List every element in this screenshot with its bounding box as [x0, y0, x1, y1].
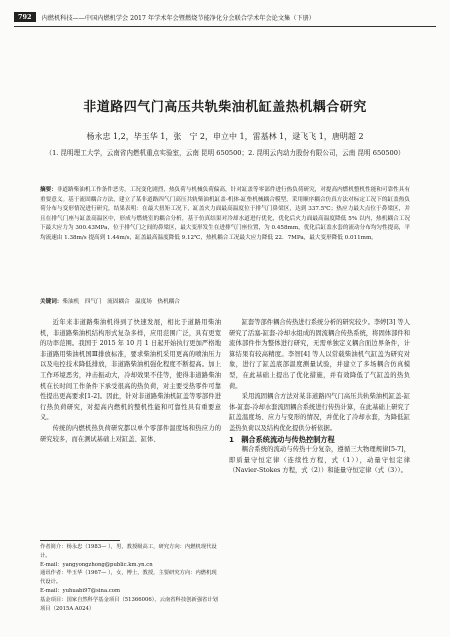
paragraph: 缸套等部件耦合传热进行系统分析的研究较少。李婷[3] 等人研究了活塞-缸套-冷却水组成的固流耦合传热系统，将固体部件和流体部件作为整体进行研究，无需单独定义耦合面边界条件，计算结果有较高精度。李智[4] 等人以常载柴油机气缸盖为研究对象，进行了缸盖底部温度测量试验，并建立了多场耦合仿真模型，在此基础上提出了优化措施，并有效降低了气缸盖的热负荷。 — [229, 319, 410, 390]
footnote-line: E-mail：yuhuabi97@sina.com — [40, 587, 120, 594]
abstract-text: 非道路柴油机工作条件恶劣，工况变化剧烈，热负荷与机械负荷偏高，针对缸盖等零部件进行热负荷研究，对提高内燃机整机性能和可靠性具有重要意义。基于流固耦合方法，建立了某非道路四气门高压共轨柴油机缸盖-机体-缸垫机械耦合模型，采用顺序耦合仿真方法对标定工况下的缸盖热负荷分布与变形情况进行研究，结果表明：在最大扭矩工况下，缸盖火力面最高温度位于排气门鼻梁区，达到 337.5℃；热应力最大点位于鼻梁区，并且在排气门座与缸盖高温区中，形成与燃烧室的耦合分析，基于仿真结果对冷却水道进行优化，优化后火力面最高温度降低 5% 以内，热机耦合工况下最大应力为 300.43MPa，位于排气门之间的鼻梁区，最大变形发生在进排气门座位置，为 0.458mm，优化后缸盖水套的流动分布均匀性提高，平均流速由 1.38m/s 提高到 1.44m/s，缸盖最高温度降低 9.12℃，热机耦合工况最大应力降低 22．7MPa，最大变形降低 0.011mm。 — [40, 187, 410, 241]
body-column-left — [40, 318, 221, 445]
body-column-right — [229, 318, 410, 477]
journal-line: 内燃机科技——中国内燃机学会 2017 年学术年会暨燃烧节能净化分会联合学术年会论文集（下册） — [41, 14, 315, 22]
paragraph: 近年来非道路柴油机得到了快速发展，相比于道路用柴油机，非道路柴油机结构形式复杂多样，应用范围广泛，具有更宽的功率范围。我国于 2015 年 10 月 1 日起开始执行更加严格地非道路用柴油机国Ⅲ排放标准，要求柴油机采用更高的喷油压力以及电控技术降低排放，非道路柴油机强化程度不断提高。加上工作环境恶劣，冲击振动大，冷却效果不佳等，使得非道路柴油机在长时间工作条件下承受很高的热负荷，对主要受热零件可靠性提出更高要求[1-2]。因此，针对非道路柴油机缸盖等零部件进行热负荷研究，对提高内燃机的整机性能和可靠性具有重要意义。 — [40, 319, 221, 422]
page-number: 792 — [14, 12, 36, 22]
footnote-line: 作者简介：杨永忠（1983— ），男，教授级高工，研究方向：内燃机现代设计。 — [40, 544, 217, 559]
footnote-line: 基金项目：国家自然科学基金项目（51366006），云南省科技创新强省计划项目（2015A A024） — [40, 596, 218, 612]
footnote — [40, 543, 221, 613]
paragraph: 采用流固耦合方法对某非道路四气门高压共轨柴油机缸盖-缸体-缸套-冷却水套流固耦合系统进行传热计算，在此基础上研究了缸盖温度场、应力与变形的情况，并优化了冷却水套，为降低缸盖热负荷以及结构优化提供分析依据。 — [229, 393, 410, 432]
keywords — [40, 297, 410, 305]
footnote-rule — [40, 540, 120, 541]
affiliation: （1. 昆明理工大学，云南省内燃机重点实验室，云南 昆明 650500；2. 昆明云内动力股份有限公司，云南 昆明 650500） — [45, 149, 405, 157]
section-heading: 1 耦合系统流动与传热控制方程 — [229, 434, 335, 444]
running-header — [14, 10, 436, 24]
header-rule — [14, 26, 436, 27]
paragraph: 耦合系统的流动与传热十分复杂，遵循三大物理规律[5-7]，即质量守恒定律（连续性方程，式（1）），动量守恒定律（Navier-Stokes 方程，式（2））和能量守恒定律（式（3））。 — [229, 446, 410, 475]
footnote-line: E-mail：yangyongzhong@public.km.yn.cn — [40, 561, 153, 568]
keywords-label: 关键词： — [40, 299, 63, 305]
footnote-line: 通讯作者：毕玉华（1967— ），女，博士，教授，主要研究方向：内燃机现代设计。 — [40, 570, 217, 586]
paper-title: 非道路四气门高压共轨柴油机缸盖热机耦合研究 — [83, 100, 367, 115]
author-list: 杨永忠 1,2，毕玉华 1，张 宁 2，申立中 1，雷基林 1，逯飞飞 1，唐明超 2 — [86, 132, 364, 141]
keywords-text: 柴油机 四气门 流固耦合 温度场 热机耦合 — [62, 299, 180, 305]
abstract — [40, 186, 410, 244]
paragraph: 传统的内燃机热负荷研究都以单个零部件温度场和热应力的研究较多，而在测试基础上对缸盖、缸体、 — [40, 424, 221, 443]
abstract-label: 摘要： — [40, 187, 57, 193]
